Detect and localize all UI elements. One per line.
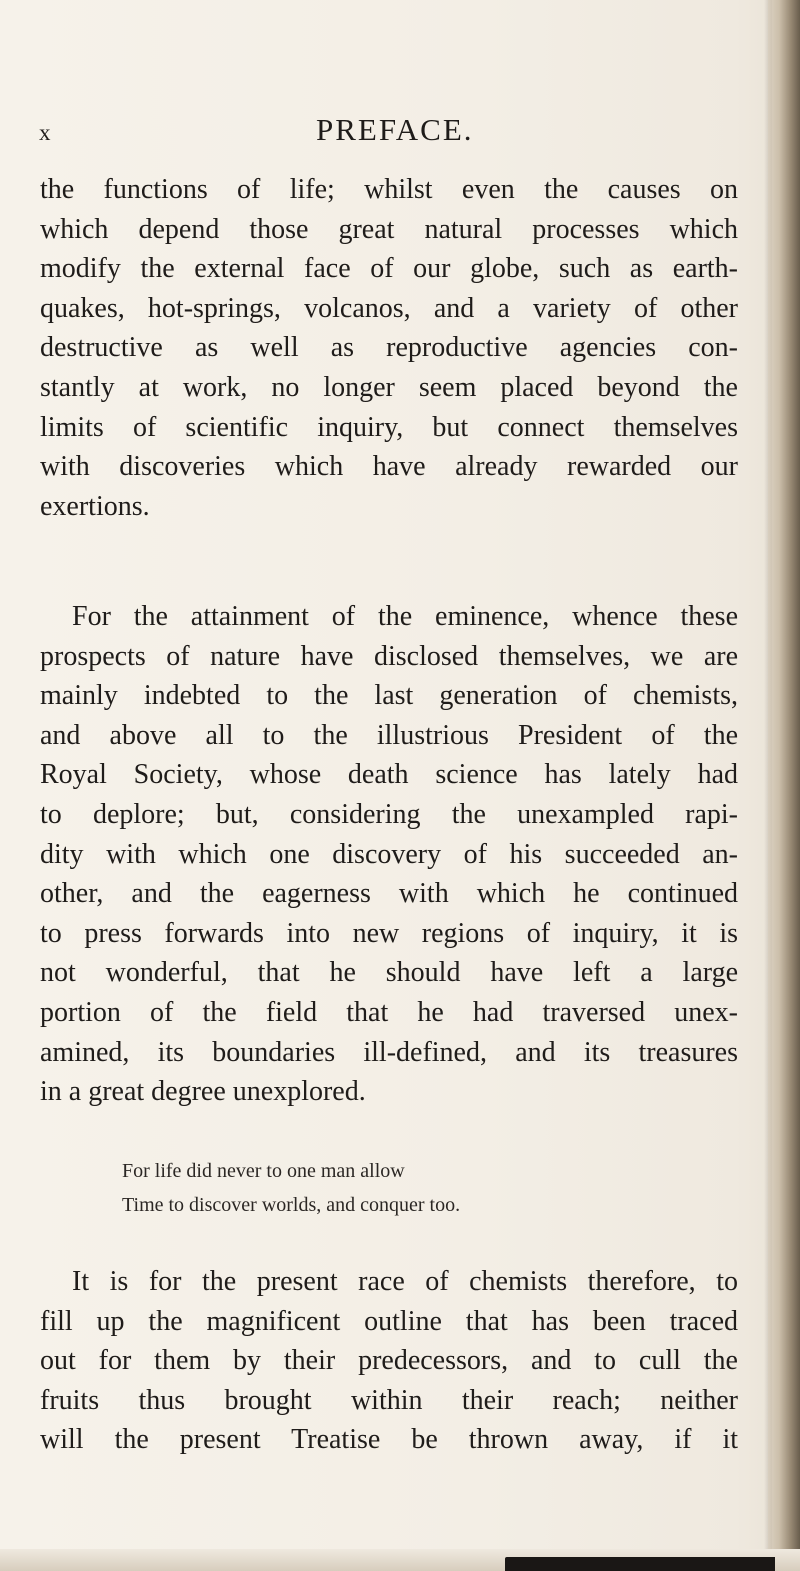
text-line: It is for the present race of chemists therefore, to: [72, 1266, 738, 1297]
text-line: destructive as well as reproductive agencies con-: [40, 332, 738, 364]
text-line: For the attainment of the eminence, whence these: [72, 601, 738, 632]
book-binding-edge: [768, 0, 800, 1571]
text-line: the functions of life; whilst even the causes on: [40, 174, 738, 205]
text-line: with discoveries which have already rewarded our: [40, 451, 738, 483]
text-line: prospects of nature have disclosed themselves, we are: [40, 640, 738, 672]
text-line: to press forwards into new regions of inquiry, it is: [40, 917, 738, 949]
page-corner-shadow: [505, 1557, 775, 1571]
text-line: amined, its boundaries ill-defined, and its treasures: [40, 1036, 738, 1068]
text-line: quakes, hot-springs, volcanos, and a variety of other: [40, 292, 738, 324]
text-line: other, and the eagerness with which he continued: [40, 878, 738, 910]
text-line: in a great degree unexplored.: [40, 1076, 366, 1108]
page-title: PREFACE.: [316, 112, 474, 147]
text-line: exertions.: [40, 490, 150, 522]
text-line: stantly at work, no longer seem placed beyond the: [40, 371, 738, 403]
running-head: [0, 112, 800, 152]
text-line: Royal Society, whose death science has lately had: [40, 759, 738, 791]
paragraph-3: [40, 1262, 738, 1460]
text-line: modify the external face of our globe, such as earth-: [40, 253, 738, 285]
text-line: not wonderful, that he should have left a large: [40, 957, 738, 989]
page-number: x: [39, 120, 51, 145]
quotation-line: Time to discover worlds, and conquer too.: [122, 1194, 461, 1216]
quotation-line: For life did never to one man allow: [122, 1160, 405, 1182]
text-line: out for them by their predecessors, and to cull the: [40, 1345, 738, 1377]
text-line: dity with which one discovery of his succeeded an-: [40, 838, 738, 870]
text-line: which depend those great natural processes which: [40, 213, 738, 245]
paragraph-2: [40, 597, 738, 1112]
text-line: fruits thus brought within their reach; neither: [40, 1384, 738, 1416]
text-line: will the present Treatise be thrown away, if it: [40, 1424, 738, 1456]
text-line: and above all to the illustrious President of the: [40, 719, 738, 751]
text-line: mainly indebted to the last generation of chemists,: [40, 680, 738, 712]
text-line: portion of the field that he had traversed unex-: [40, 996, 738, 1028]
text-line: limits of scientific inquiry, but connect themselves: [40, 411, 738, 443]
text-line: fill up the magnificent outline that has been traced: [40, 1305, 738, 1337]
text-line: to deplore; but, considering the unexampled rapi-: [40, 798, 738, 830]
verse-quotation: [122, 1154, 460, 1222]
paragraph-1: [40, 170, 738, 526]
